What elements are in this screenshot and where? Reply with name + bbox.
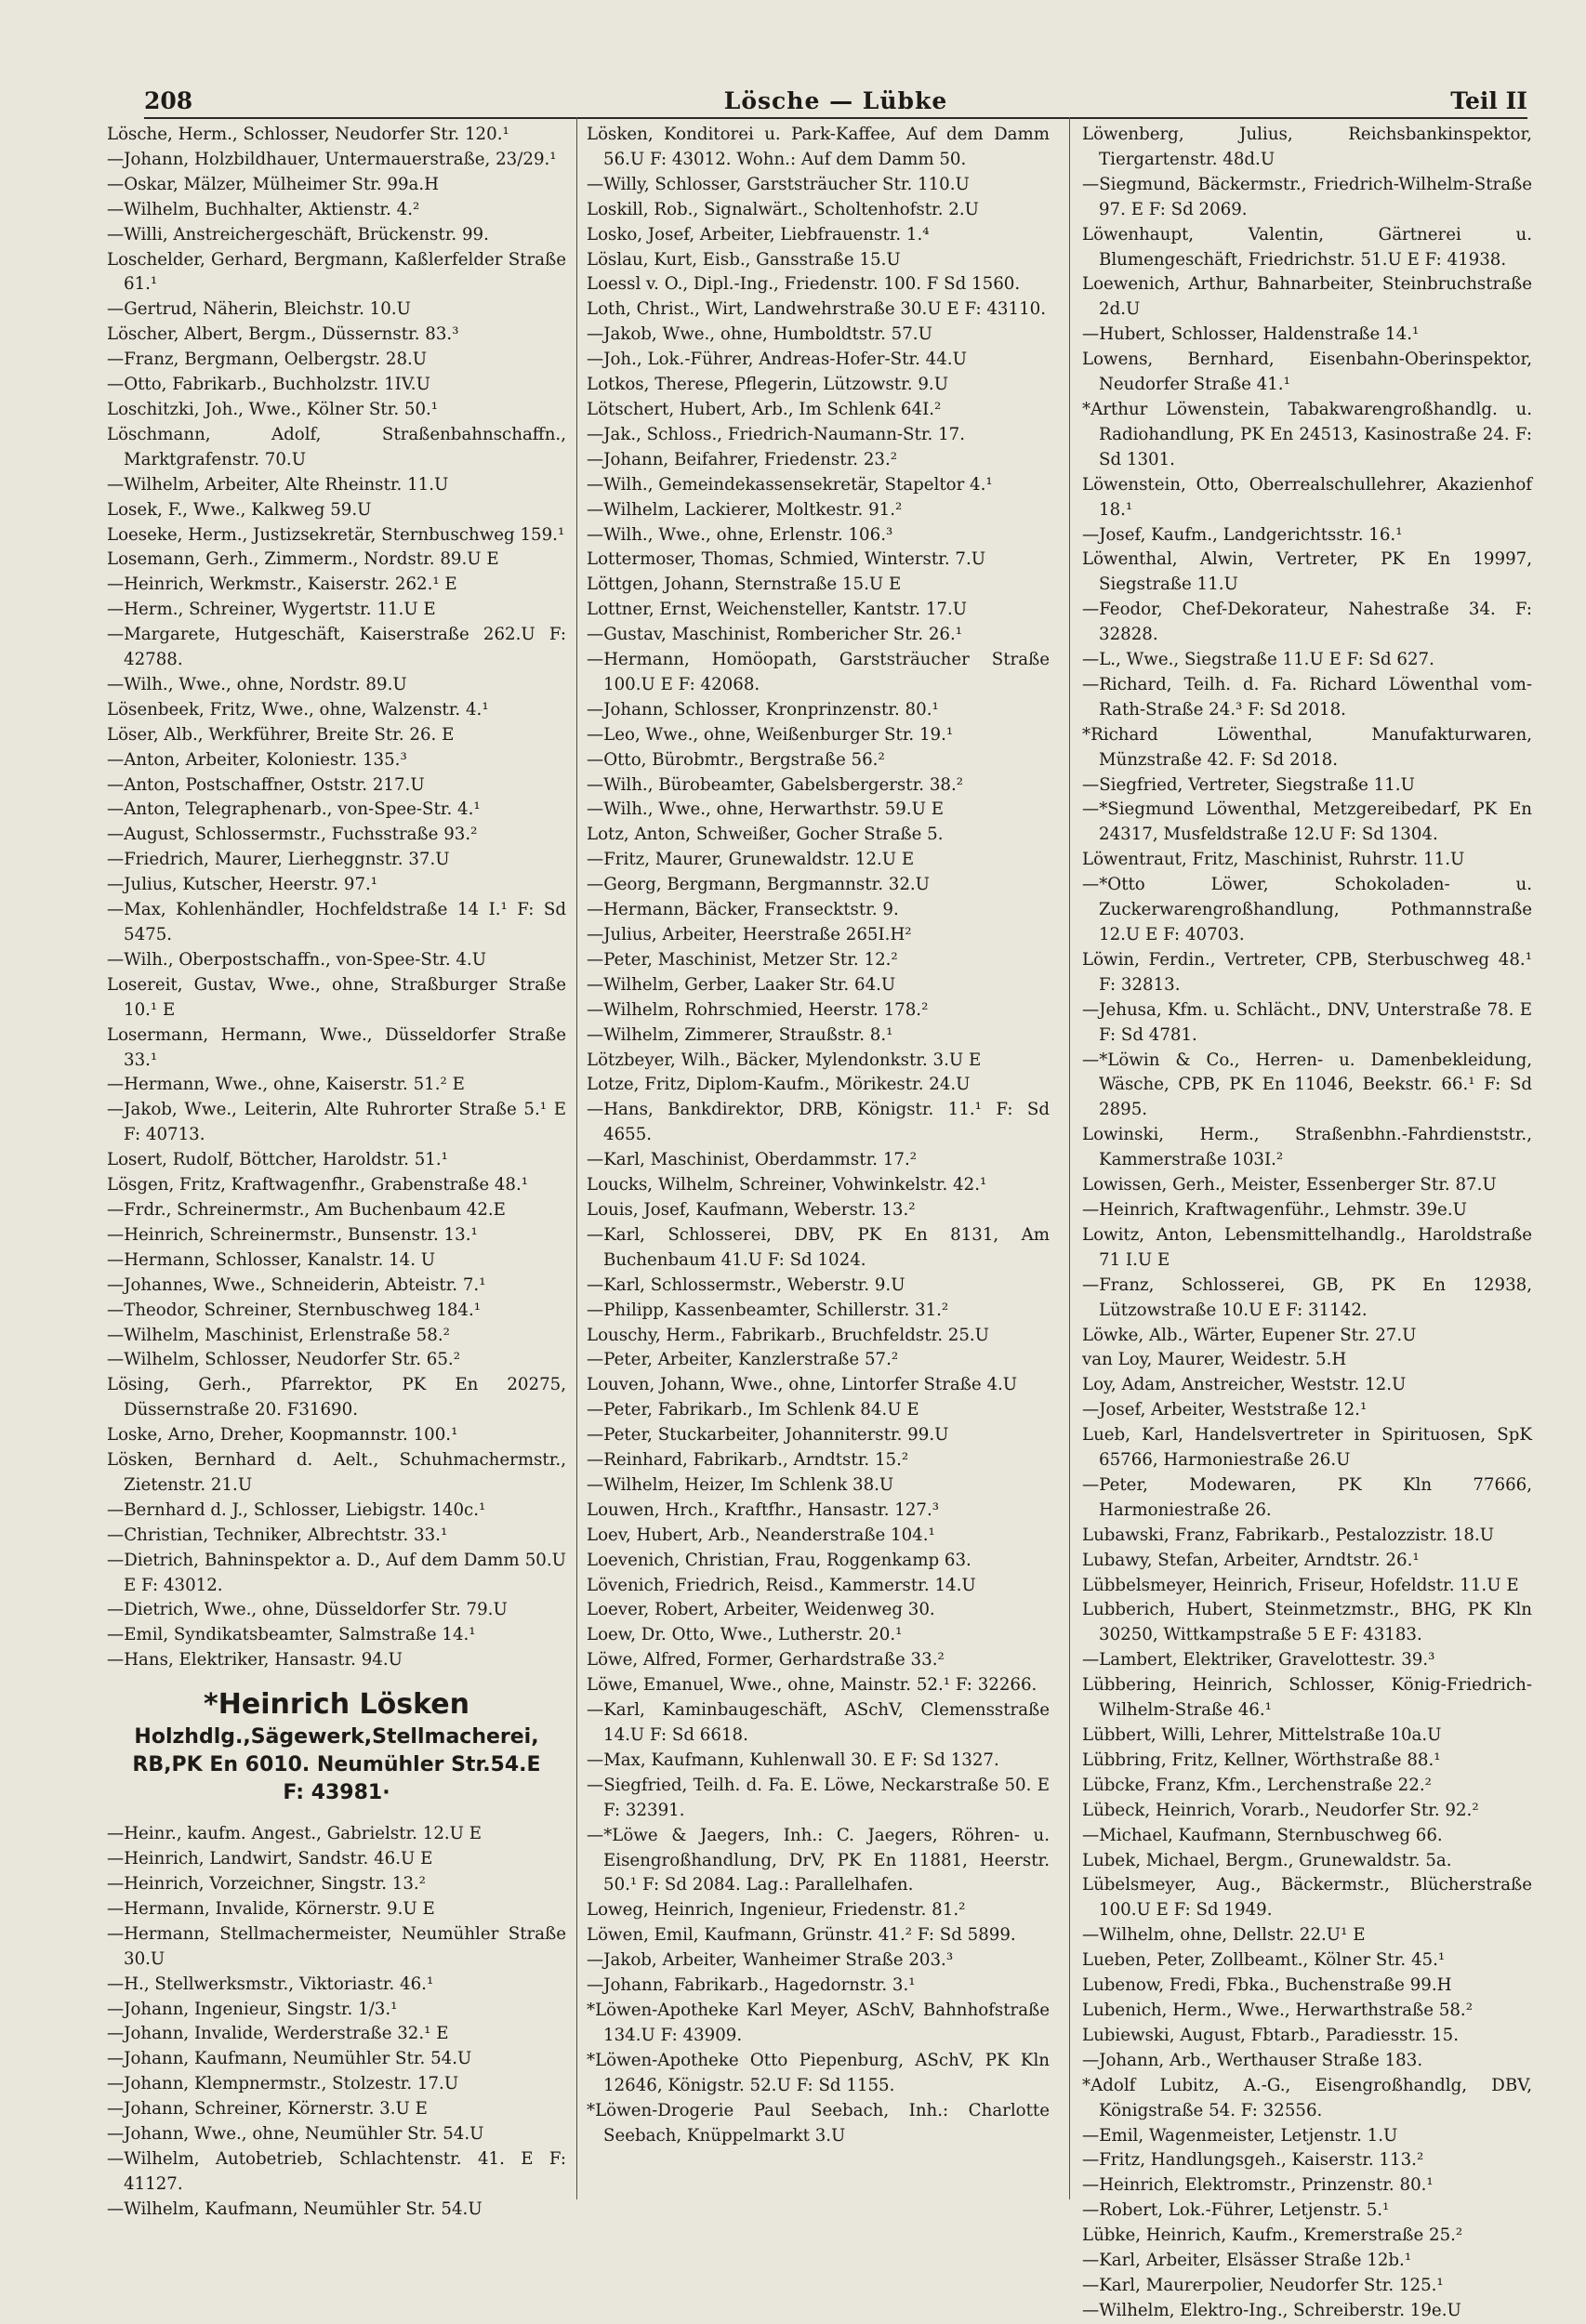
directory-entry: —Wilhelm, Elektro-Ing., Schreiberstr. 19e.U bbox=[1082, 2300, 1461, 2320]
directory-entry: Lotkos, Therese, Pflegerin, Lützowstr. 9.U bbox=[587, 375, 949, 395]
directory-entry: —*Otto Löwer, Schokoladen- u. Zuckerwarengroßhandlung, Pothmannstraße 12.U E F: 40703. bbox=[1082, 875, 1532, 944]
directory-entry: —Josef, Kaufm., Landgerichtsstr. 16.¹ bbox=[1082, 524, 1403, 545]
directory-entry: —Wilhelm, Arbeiter, Alte Rheinstr. 11.U bbox=[107, 474, 449, 495]
directory-entry: Löwke, Alb., Wärter, Eupener Str. 27.U bbox=[1082, 1325, 1417, 1345]
directory-entry: Louis, Josef, Kaufmann, Weberstr. 13.² bbox=[587, 1199, 916, 1220]
directory-entry: Louven, Johann, Wwe., ohne, Lintorfer Straße 4.U bbox=[587, 1375, 1018, 1395]
directory-entry: Loew, Dr. Otto, Wwe., Lutherstr. 20.¹ bbox=[587, 1625, 903, 1645]
part-label: Teil II bbox=[1450, 87, 1527, 114]
directory-entry: —Gustav, Maschinist, Rombericher Str. 26.¹ bbox=[587, 625, 963, 645]
directory-entry: *Löwen-Apotheke Otto Piepenburg, ASchV, PK Kln 12646, Königstr. 52.U F: Sd 1155. bbox=[587, 2050, 1050, 2095]
directory-entry: Löwe, Emanuel, Wwe., ohne, Mainstr. 52.¹ F: 32266. bbox=[587, 1675, 1038, 1696]
column-divider bbox=[576, 117, 577, 2199]
directory-entry: Löwenberg, Julius, Reichsbankinspektor, Tiergartenstr. 48d.U bbox=[1082, 125, 1532, 169]
directory-entry: —Hermann, Bäcker, Fransecktstr. 9. bbox=[587, 900, 899, 920]
directory-entry: —Hermann, Homöopath, Garststräucher Straße 100.U E F: 42068. bbox=[587, 650, 1050, 694]
directory-entry: —Wilh., Wwe., ohne, Herwarthstr. 59.U E bbox=[587, 799, 944, 820]
directory-entry: *Löwen-Drogerie Paul Seebach, Inh.: Charlotte Seebach, Knüppelmarkt 3.U bbox=[587, 2100, 1050, 2146]
directory-entry: —Dietrich, Bahninspektor a. D., Auf dem Damm 50.U E F: 43012. bbox=[107, 1550, 566, 1595]
directory-entry: —Hermann, Schlosser, Kanalstr. 14. U bbox=[107, 1249, 436, 1270]
directory-entry: —Hermann, Invalide, Körnerstr. 9.U E bbox=[107, 1898, 435, 1919]
directory-entry: Lösken, Bernhard d. Aelt., Schuhmachermstr., Zietenstr. 21.U bbox=[107, 1450, 566, 1495]
directory-entry: —Johann, Fabrikarb., Hagedornstr. 3.¹ bbox=[587, 1975, 916, 1996]
directory-entry: Lövenich, Friedrich, Reisd., Kammerstr. 14.U bbox=[587, 1575, 976, 1595]
ad-line-2: RB,PK En 6010. Neumühler Str.54.E bbox=[132, 1753, 541, 1777]
directory-entry: *Arthur Löwenstein, Tabakwarengroßhandlg. u. Radiohandlung, PK En 24513, Kasinostraße 24. F: Sd 1301. bbox=[1082, 399, 1532, 469]
directory-entry: —Anton, Telegraphenarb., von-Spee-Str. 4.¹ bbox=[107, 799, 481, 820]
entries-col2 bbox=[587, 123, 1050, 2148]
directory-entry: Loeseke, Herm., Justizsekretär, Sternbuschweg 159.¹ bbox=[107, 524, 565, 545]
directory-entry: Lösing, Gerh., Pfarrektor, PK En 20275, Düssernstraße 20. F31690. bbox=[107, 1375, 566, 1420]
directory-entry: Lübeck, Heinrich, Vorarb., Neudorfer Str. 92.² bbox=[1082, 1800, 1479, 1820]
directory-entry: —Wilh., Wwe., ohne, Nordstr. 89.U bbox=[107, 674, 407, 694]
directory-entry: —Philipp, Kassenbeamter, Schillerstr. 31.² bbox=[587, 1300, 949, 1320]
directory-entry: Löscher, Albert, Bergm., Düssernstr. 83.³ bbox=[107, 324, 459, 345]
directory-entry: —Karl, Schlosserei, DBV, PK En 8131, Am Buchenbaum 41.U F: Sd 1024. bbox=[587, 1224, 1050, 1270]
column-3 bbox=[1082, 123, 1532, 2320]
directory-entry: Losereit, Gustav, Wwe., ohne, Straßburger Straße 10.¹ E bbox=[107, 974, 566, 1020]
directory-entry: —Jakob, Arbeiter, Wanheimer Straße 203.³ bbox=[587, 1950, 954, 1971]
directory-entry: —Willy, Schlosser, Garststräucher Str. 110.U bbox=[587, 174, 970, 194]
directory-entry: —Dietrich, Wwe., ohne, Düsseldorfer Str. 79.U bbox=[107, 1600, 508, 1620]
directory-entry: —Wilhelm, Maschinist, Erlenstraße 58.² bbox=[107, 1325, 450, 1345]
directory-entry: Lowitz, Anton, Lebensmittelhandlg., Haroldstraße 71 I.U E bbox=[1082, 1224, 1532, 1270]
column-divider bbox=[1069, 117, 1070, 2199]
directory-entry: —Peter, Arbeiter, Kanzlerstraße 57.² bbox=[587, 1350, 899, 1370]
directory-entry: —Emil, Syndikatsbeamter, Salmstraße 14.¹ bbox=[107, 1625, 476, 1645]
directory-entry: —Margarete, Hutgeschäft, Kaiserstraße 262.U F: 42788. bbox=[107, 625, 566, 670]
directory-entry: Loskill, Rob., Signalwärt., Scholtenhofstr. 2.U bbox=[587, 199, 979, 219]
directory-entry: Lösche, Herm., Schlosser, Neudorfer Str. 120.¹ bbox=[107, 125, 509, 144]
directory-entry: Lottner, Ernst, Weichensteller, Kantstr. 17.U bbox=[587, 600, 968, 620]
directory-entry: Losek, F., Wwe., Kalkweg 59.U bbox=[107, 499, 372, 520]
directory-entry: —Peter, Modewaren, PK Kln 77666, Harmoniestraße 26. bbox=[1082, 1474, 1532, 1520]
directory-entry: —Johann, Wwe., ohne, Neumühler Str. 54.U bbox=[107, 2124, 484, 2145]
directory-entry: Löwin, Ferdin., Vertreter, CPB, Sterbuschweg 48.¹ F: 32813. bbox=[1082, 949, 1532, 995]
directory-entry: —*Löwin & Co., Herren- u. Damenbekleidung, Wäsche, CPB, PK En 11046, Beekstr. 66.¹ F: Sd 2895. bbox=[1082, 1050, 1532, 1120]
directory-entry: —Michael, Kaufmann, Sternbuschweg 66. bbox=[1082, 1825, 1443, 1845]
directory-entry: —Hermann, Stellmachermeister, Neumühler Straße 30.U bbox=[107, 1923, 566, 1969]
directory-entry: —Max, Kaufmann, Kuhlenwall 30. E F: Sd 1327. bbox=[587, 1750, 999, 1770]
directory-entry: —Franz, Schlosserei, GB, PK En 12938, Lützowstraße 10.U E F: 31142. bbox=[1082, 1274, 1532, 1320]
directory-entry: —Frdr., Schreinermstr., Am Buchenbaum 42.E bbox=[107, 1199, 506, 1220]
directory-entry: —Heinrich, Elektromstr., Prinzenstr. 80.¹ bbox=[1082, 2175, 1434, 2196]
directory-entry: —Wilh., Bürobeamter, Gabelsbergerstr. 38.² bbox=[587, 774, 964, 795]
directory-entry: —H., Stellwerksmstr., Viktoriastr. 46.¹ bbox=[107, 1974, 434, 1994]
directory-entry: —Johann, Schreiner, Körnerstr. 3.U E bbox=[107, 2099, 428, 2119]
page-number: 208 bbox=[144, 87, 193, 114]
directory-entry: —Wilh., Gemeindekassensekretär, Stapeltor 4.¹ bbox=[587, 474, 993, 495]
directory-entry: —Herm., Schreiner, Wygertstr. 11.U E bbox=[107, 600, 436, 620]
directory-entry: —Franz, Bergmann, Oelbergstr. 28.U bbox=[107, 350, 428, 370]
directory-entry: Löwen, Emil, Kaufmann, Grünstr. 41.² F: Sd 5899. bbox=[587, 1925, 1016, 1946]
directory-entry: Löser, Alb., Werkführer, Breite Str. 26. E bbox=[107, 724, 455, 745]
directory-entry: Losermann, Hermann, Wwe., Düsseldorfer Straße 33.¹ bbox=[107, 1024, 566, 1070]
directory-entry: Lösken, Konditorei u. Park-Kaffee, Auf dem Damm 56.U F: 43012. Wohn.: Auf dem Damm 50. bbox=[587, 125, 1050, 169]
directory-entry: —Siegfried, Vertreter, Siegstraße 11.U bbox=[1082, 774, 1415, 795]
directory-entry: —Gertrud, Näherin, Bleichstr. 10.U bbox=[107, 299, 411, 320]
directory-entry: —Heinrich, Kraftwagenführ., Lehmstr. 39e.U bbox=[1082, 1199, 1467, 1220]
directory-entry: —Wilh., Wwe., ohne, Erlenstr. 106.³ bbox=[587, 524, 893, 545]
directory-entry: Loev, Hubert, Arb., Neanderstraße 104.¹ bbox=[587, 1525, 935, 1545]
directory-entry: —Friedrich, Maurer, Lierheggnstr. 37.U bbox=[107, 850, 450, 870]
directory-entry: Loschelder, Gerhard, Bergmann, Kaßlerfelder Straße 61.¹ bbox=[107, 249, 566, 295]
directory-entry: Lueben, Peter, Zollbeamt., Kölner Str. 45.¹ bbox=[1082, 1950, 1446, 1971]
directory-entry: Lottermoser, Thomas, Schmied, Winterstr. 7.U bbox=[587, 549, 986, 570]
directory-entry: Lueb, Karl, Handelsvertreter in Spirituosen, SpK 65766, Harmoniestraße 26.U bbox=[1082, 1425, 1532, 1471]
directory-entry: Lubek, Michael, Bergm., Grunewaldstr. 5a. bbox=[1082, 1850, 1452, 1870]
directory-entry: —Wilhelm, Gerber, Laaker Str. 64.U bbox=[587, 974, 896, 995]
directory-entry: Lötschert, Hubert, Arb., Im Schlenk 64I.² bbox=[587, 399, 942, 419]
directory-entry: —Wilhelm, Kaufmann, Neumühler Str. 54.U bbox=[107, 2199, 482, 2219]
directory-entry: —*Siegmund Löwenthal, Metzgereibedarf, PK En 24317, Musfeldstraße 12.U F: Sd 1304. bbox=[1082, 799, 1532, 845]
directory-entry: —Emil, Wagenmeister, Letjenstr. 1.U bbox=[1082, 2125, 1398, 2146]
directory-entry: —Karl, Arbeiter, Elsässer Straße 12b.¹ bbox=[1082, 2251, 1412, 2271]
directory-entry: Lübbring, Fritz, Kellner, Wörthstraße 88.¹ bbox=[1082, 1750, 1441, 1770]
directory-entry: —Johann, Schlosser, Kronprinzenstr. 80.¹ bbox=[587, 699, 939, 720]
directory-entry: —Otto, Bürobmtr., Bergstraße 56.² bbox=[587, 749, 885, 770]
directory-entry: Loewenich, Arthur, Bahnarbeiter, Steinbruchstraße 2d.U bbox=[1082, 274, 1532, 320]
directory-entry: —Wilh., Oberpostschaffn., von-Spee-Str. 4.U bbox=[107, 949, 487, 970]
directory-entry: Loth, Christ., Wirt, Landwehrstraße 30.U E F: 43110. bbox=[587, 299, 1046, 320]
page-range: Lösche — Lübke bbox=[723, 87, 948, 114]
directory-entry: —L., Wwe., Siegstraße 11.U E F: Sd 627. bbox=[1082, 650, 1434, 670]
directory-entry: —Peter, Maschinist, Metzer Str. 12.² bbox=[587, 949, 898, 970]
directory-entry: —Wilhelm, ohne, Dellstr. 22.U¹ E bbox=[1082, 1925, 1366, 1946]
directory-entry: Löwenstein, Otto, Oberrealschullehrer, Akazienhof 18.¹ bbox=[1082, 474, 1532, 520]
directory-entry: —Richard, Teilh. d. Fa. Richard Löwenthal vom-Rath-Straße 24.³ F: Sd 2018. bbox=[1082, 674, 1532, 720]
directory-entry: —Peter, Fabrikarb., Im Schlenk 84.U E bbox=[587, 1400, 919, 1420]
directory-entry: —Johann, Ingenieur, Singstr. 1/3.¹ bbox=[107, 1999, 398, 2019]
directory-entry: —Hermann, Wwe., ohne, Kaiserstr. 51.² E bbox=[107, 1075, 465, 1095]
directory-entry: —Josef, Arbeiter, Weststraße 12.¹ bbox=[1082, 1400, 1368, 1420]
directory-entry: —Johann, Invalide, Werderstraße 32.¹ E bbox=[107, 2024, 449, 2044]
ad-line-1: Holzhdlg.,Sägewerk,Stellmacherei, bbox=[134, 1725, 539, 1750]
directory-entry: Loucks, Wilhelm, Schreiner, Vohwinkelstr. 42.¹ bbox=[587, 1175, 987, 1195]
directory-entry: *Adolf Lubitz, A.-G., Eisengroßhandlg, DBV, Königstraße 54. F: 32556. bbox=[1082, 2075, 1532, 2120]
directory-entry: Loy, Adam, Anstreicher, Weststr. 12.U bbox=[1082, 1375, 1407, 1395]
directory-entry: —Wilhelm, Schlosser, Neudorfer Str. 65.² bbox=[107, 1350, 460, 1370]
directory-entry: Löwentraut, Fritz, Maschinist, Ruhrstr. 11.U bbox=[1082, 850, 1465, 870]
directory-entry: —Otto, Fabrikarb., Buchholzstr. 1IV.U bbox=[107, 375, 430, 395]
directory-entry: —Leo, Wwe., ohne, Weißenburger Str. 19.¹ bbox=[587, 724, 954, 745]
directory-entry: Loevenich, Christian, Frau, Roggenkamp 63. bbox=[587, 1550, 971, 1570]
entries-col1-b bbox=[107, 1822, 566, 2223]
directory-entry: —Theodor, Schreiner, Sternbuschweg 184.¹ bbox=[107, 1300, 482, 1320]
directory-entry: —Christian, Techniker, Albrechtstr. 33.¹ bbox=[107, 1525, 448, 1545]
directory-entry: —Reinhard, Fabrikarb., Arndtstr. 15.² bbox=[587, 1450, 909, 1471]
directory-entry: Lowissen, Gerh., Meister, Essenberger Str. 87.U bbox=[1082, 1175, 1497, 1195]
directory-entry: Losko, Josef, Arbeiter, Liebfrauenstr. 1.⁴ bbox=[587, 224, 930, 244]
directory-entry: Löwe, Alfred, Former, Gerhardstraße 33.² bbox=[587, 1650, 945, 1670]
directory-entry: Lowens, Bernhard, Eisenbahn-Oberinspektor, Neudorfer Straße 41.¹ bbox=[1082, 350, 1532, 395]
directory-entry: Löwenhaupt, Valentin, Gärtnerei u. Blumengeschäft, Friedrichstr. 51.U E F: 41938. bbox=[1082, 224, 1532, 270]
directory-entry: —Wilhelm, Zimmerer, Straußstr. 8.¹ bbox=[587, 1024, 893, 1045]
directory-entry: *Löwen-Apotheke Karl Meyer, ASchV, Bahnhofstraße 134.U F: 43909. bbox=[587, 2000, 1050, 2045]
directory-entry: Lubberich, Hubert, Steinmetzmstr., BHG, PK Kln 30250, Wittkampstraße 5 E F: 43183. bbox=[1082, 1600, 1532, 1645]
directory-entry: —Wilhelm, Lackierer, Moltkestr. 91.² bbox=[587, 499, 903, 520]
directory-entry: —Anton, Arbeiter, Koloniestr. 135.³ bbox=[107, 749, 407, 770]
directory-entry: Lubawy, Stefan, Arbeiter, Arndtstr. 26.¹ bbox=[1082, 1550, 1420, 1570]
directory-entry: —Peter, Stuckarbeiter, Johanniterstr. 99.U bbox=[587, 1425, 949, 1446]
directory-entry: Lotz, Anton, Schweißer, Gocher Straße 5. bbox=[587, 825, 944, 845]
directory-entry: —Karl, Schlossermstr., Weberstr. 9.U bbox=[587, 1274, 905, 1295]
directory-entry: —Oskar, Mälzer, Mülheimer Str. 99a.H bbox=[107, 174, 440, 194]
directory-entry: Louwen, Hrch., Kraftfhr., Hansastr. 127.³ bbox=[587, 1499, 940, 1520]
directory-entry: —Siegmund, Bäckermstr., Friedrich-Wilhelm-Straße 97. E F: Sd 2069. bbox=[1082, 174, 1532, 219]
directory-entry: —Heinr., kaufm. Angest., Gabrielstr. 12.U E bbox=[107, 1824, 482, 1844]
directory-entry: Lübbert, Willi, Lehrer, Mittelstraße 10a.U bbox=[1082, 1725, 1442, 1745]
directory-entry: —Johann, Beifahrer, Friedenstr. 23.² bbox=[587, 449, 898, 469]
directory-entry: Lubenich, Herm., Wwe., Herwarthstraße 58.² bbox=[1082, 2000, 1473, 2020]
directory-entry: —Joh., Lok.-Führer, Andreas-Hofer-Str. 44.U bbox=[587, 350, 967, 370]
directory-entry: —Karl, Kaminbaugeschäft, ASchV, Clemensstraße 14.U F: Sd 6618. bbox=[587, 1700, 1050, 1745]
directory-entry: Lubenow, Fredi, Fbka., Buchenstraße 99.H bbox=[1082, 1975, 1452, 1996]
directory-entry: Loschitzki, Joh., Wwe., Kölner Str. 50.¹ bbox=[107, 399, 439, 419]
directory-entry: —Siegfried, Teilh. d. Fa. E. Löwe, Neckarstraße 50. E F: 32391. bbox=[587, 1775, 1050, 1820]
directory-entry: Lübbering, Heinrich, Schlosser, König-Friedrich-Wilhelm-Straße 46.¹ bbox=[1082, 1675, 1532, 1721]
directory-entry: Losemann, Gerh., Zimmerm., Nordstr. 89.U E bbox=[107, 549, 499, 570]
directory-entry: —Robert, Lok.-Führer, Letjenstr. 5.¹ bbox=[1082, 2200, 1390, 2221]
directory-entry: —Wilhelm, Buchhalter, Aktienstr. 4.² bbox=[107, 199, 420, 219]
directory-entry: Lötzbeyer, Wilh., Bäcker, Mylendonkstr. 3.U E bbox=[587, 1050, 982, 1070]
directory-entry: —Julius, Kutscher, Heerstr. 97.¹ bbox=[107, 875, 378, 895]
directory-entry: —Heinrich, Vorzeichner, Singstr. 13.² bbox=[107, 1874, 426, 1894]
directory-entry: Lübbelsmeyer, Heinrich, Friseur, Hofeldstr. 11.U E bbox=[1082, 1575, 1519, 1595]
directory-entry: —Anton, Postschaffner, Oststr. 217.U bbox=[107, 774, 425, 795]
directory-entry: —Lambert, Elektriker, Gravelottestr. 39.³ bbox=[1082, 1650, 1435, 1670]
directory-entry: —Wilhelm, Rohrschmied, Heerstr. 178.² bbox=[587, 999, 929, 1020]
directory-entry: Lösgen, Fritz, Kraftwagenfhr., Grabenstraße 48.¹ bbox=[107, 1175, 529, 1195]
directory-entry: van Loy, Maurer, Weidestr. 5.H bbox=[1082, 1350, 1347, 1370]
directory-entry: Lübelsmeyer, Aug., Bäckermstr., Blücherstraße 100.U E F: Sd 1949. bbox=[1082, 1875, 1532, 1921]
directory-entry: —Johann, Klempnermstr., Stolzestr. 17.U bbox=[107, 2074, 459, 2094]
directory-entry: —Bernhard d. J., Schlosser, Liebigstr. 140c.¹ bbox=[107, 1499, 486, 1520]
directory-entry: Lübke, Heinrich, Kaufm., Kremerstraße 25.² bbox=[1082, 2225, 1463, 2246]
directory-entry: —Heinrich, Schreinermstr., Bunsenstr. 13.¹ bbox=[107, 1224, 478, 1245]
entries-col1-a bbox=[107, 123, 566, 1673]
directory-entry: —Heinrich, Werkmstr., Kaiserstr. 262.¹ E bbox=[107, 574, 457, 595]
directory-entry: Loske, Arno, Dreher, Koopmannstr. 100.¹ bbox=[107, 1425, 458, 1446]
page-header bbox=[144, 86, 1527, 121]
directory-entry: —Johann, Arb., Werthauser Straße 183. bbox=[1082, 2050, 1423, 2070]
directory-entry: Lotze, Fritz, Diplom-Kaufm., Mörikestr. 24.U bbox=[587, 1075, 971, 1095]
directory-entry: —Fritz, Handlungsgeh., Kaiserstr. 113.² bbox=[1082, 2150, 1424, 2171]
directory-entry: —Johannes, Wwe., Schneiderin, Abteistr. 7.¹ bbox=[107, 1274, 486, 1295]
directory-entry: —Georg, Bergmann, Bergmannstr. 32.U bbox=[587, 875, 931, 895]
directory-entry: Loweg, Heinrich, Ingenieur, Friedenstr. 81.² bbox=[587, 1900, 966, 1921]
column-1 bbox=[107, 123, 566, 2219]
directory-entry: —Max, Kohlenhändler, Hochfeldstraße 14 I.¹ F: Sd 5475. bbox=[107, 900, 566, 944]
directory-entry: —Hans, Bankdirektor, DRB, Königstr. 11.¹ F: Sd 4655. bbox=[587, 1100, 1050, 1145]
directory-entry: Louschy, Herm., Fabrikarb., Bruchfeldstr. 25.U bbox=[587, 1325, 990, 1345]
entries-col3 bbox=[1082, 123, 1532, 2324]
directory-entry: —Jak., Schloss., Friedrich-Naumann-Str. 17. bbox=[587, 424, 965, 444]
directory-entry: —Hans, Elektriker, Hansastr. 94.U bbox=[107, 1650, 403, 1670]
directory-entry: Lübcke, Franz, Kfm., Lerchenstraße 22.² bbox=[1082, 1775, 1432, 1795]
directory-entry: —*Löwe & Jaegers, Inh.: C. Jaegers, Röhren- u. Eisengroßhandlung, DrV, PK En 11881, Heerstr. 50.¹ F: Sd 2084. Lag.: Parallelhafen. bbox=[587, 1825, 1050, 1895]
directory-entry: —Jakob, Wwe., Leiterin, Alte Ruhrorter Straße 5.¹ E F: 40713. bbox=[107, 1100, 566, 1145]
directory-entry: —Feodor, Chef-Dekorateur, Nahestraße 34. F: 32828. bbox=[1082, 600, 1532, 645]
directory-entry: —Wilhelm, Heizer, Im Schlenk 38.U bbox=[587, 1474, 894, 1495]
directory-entry: —Julius, Arbeiter, Heerstraße 265I.H² bbox=[587, 925, 912, 944]
ad-line-3: F: 43981· bbox=[283, 1781, 390, 1805]
directory-entry: —Jehusa, Kfm. u. Schlächt., DNV, Unterstraße 78. E F: Sd 4781. bbox=[1082, 999, 1532, 1045]
directory-entry: —Karl, Maschinist, Oberdammstr. 17.² bbox=[587, 1150, 918, 1170]
directory-entry: —Karl, Maurerpolier, Neudorfer Str. 125.¹ bbox=[1082, 2275, 1444, 2295]
ad-name: *Heinrich Lösken bbox=[204, 1688, 469, 1722]
directory-entry: Löttgen, Johann, Sternstraße 15.U E bbox=[587, 574, 902, 595]
directory-entry: Löschmann, Adolf, Straßenbahnschaffn., Marktgrafenstr. 70.U bbox=[107, 424, 566, 469]
directory-entry: —Johann, Kaufmann, Neumühler Str. 54.U bbox=[107, 2049, 472, 2069]
directory-entry: Lowinski, Herm., Straßenbhn.-Fahrdienststr., Kammerstraße 103I.² bbox=[1082, 1125, 1532, 1170]
directory-entry: Lösenbeek, Fritz, Wwe., ohne, Walzenstr. 4.¹ bbox=[107, 699, 489, 720]
directory-entry: Lubiewski, August, Fbtarb., Paradiesstr. 15. bbox=[1082, 2025, 1459, 2045]
directory-entry: Loever, Robert, Arbeiter, Weidenweg 30. bbox=[587, 1600, 935, 1620]
directory-entry: Loessl v. O., Dipl.-Ing., Friedenstr. 100. F Sd 1560. bbox=[587, 274, 1021, 295]
directory-entry: —Johann, Holzbildhauer, Untermauerstraße, 23/29.¹ bbox=[107, 149, 557, 169]
directory-entry: Lubawski, Franz, Fabrikarb., Pestalozzistr. 18.U bbox=[1082, 1525, 1495, 1545]
directory-entry: —Willi, Anstreichergeschäft, Brückenstr. 99. bbox=[107, 224, 489, 244]
directory-entry: —Fritz, Maurer, Grunewaldstr. 12.U E bbox=[587, 850, 915, 870]
directory-entry: *Richard Löwenthal, Manufakturwaren, Münzstraße 42. F: Sd 2018. bbox=[1082, 724, 1532, 770]
directory-entry: —August, Schlossermstr., Fuchsstraße 93.² bbox=[107, 825, 478, 845]
directory-entry: Löwenthal, Alwin, Vertreter, PK En 19997, Siegstraße 11.U bbox=[1082, 549, 1532, 595]
ad-heinrich-loesken bbox=[107, 1686, 566, 1807]
directory-entry: —Wilhelm, Autobetrieb, Schlachtenstr. 41. E F: 41127. bbox=[107, 2148, 566, 2194]
column-2 bbox=[587, 123, 1050, 2203]
directory-entry: —Heinrich, Landwirt, Sandstr. 46.U E bbox=[107, 1849, 433, 1869]
directory-entry: Losert, Rudolf, Böttcher, Haroldstr. 51.¹ bbox=[107, 1150, 448, 1170]
directory-entry: —Jakob, Wwe., ohne, Humboldtstr. 57.U bbox=[587, 324, 932, 345]
directory-entry: —Hubert, Schlosser, Haldenstraße 14.¹ bbox=[1082, 324, 1420, 345]
header-rule bbox=[144, 117, 1527, 119]
directory-entry: Löslau, Kurt, Eisb., Gansstraße 15.U bbox=[587, 249, 901, 270]
